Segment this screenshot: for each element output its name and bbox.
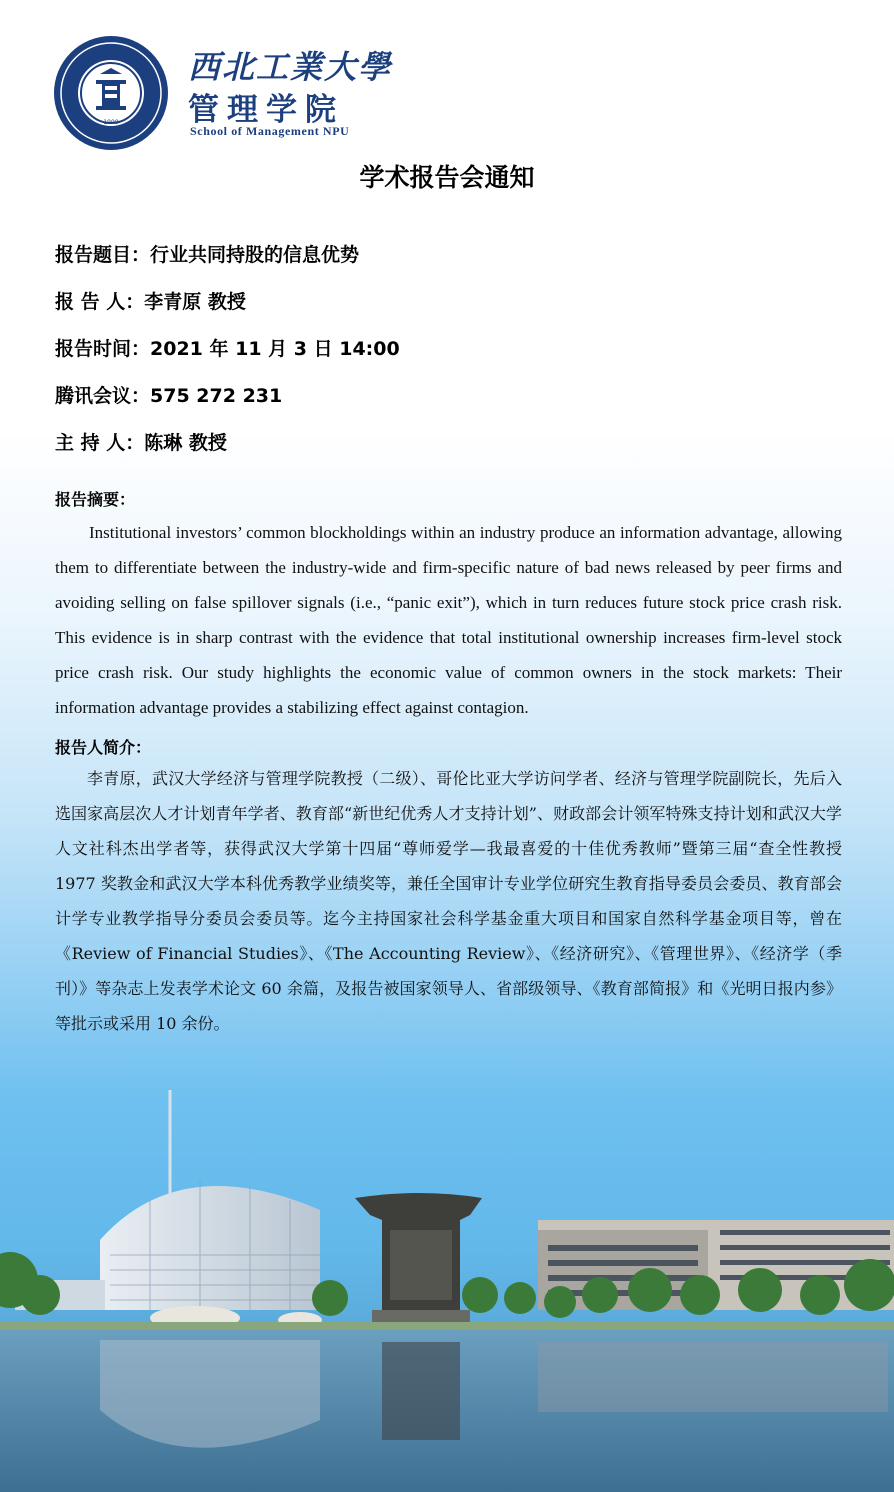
info-value: 行业共同持股的信息优势 — [150, 244, 360, 266]
info-row-topic — [55, 240, 400, 287]
info-value: 李青原 教授 — [144, 291, 246, 313]
info-row-host — [55, 428, 400, 475]
info-label: 腾讯会议： — [55, 385, 151, 407]
abstract-heading: 报告摘要： — [55, 490, 136, 509]
info-value: 陈琳 教授 — [144, 432, 227, 454]
abstract-paragraph: Institutional investors’ common blockholdings within an industry produce an information advantage, allowing them to differentiate between the industry-wide and firm-specific nature of bad news released by peer firms and avoiding selling on false spillover signals (i.e., “panic exit”), which in turn reduces future stock price crash risk. This evidence is in sharp contrast with the evidence that total institutional ownership increases firm-level stock price crash risk. Our study highlights the economic value of common owners in the stock markets: Their information advantage provides a stabilizing effect against contagion. — [55, 523, 842, 717]
info-row-time — [55, 334, 400, 381]
info-value: 2021 年 11 月 3 日 14:00 — [150, 338, 400, 360]
header — [0, 0, 894, 160]
info-label: 报告时间： — [55, 338, 151, 360]
info-label: 报 告 人： — [55, 291, 145, 313]
info-row-meeting — [55, 381, 400, 428]
university-emblem-icon — [52, 34, 170, 152]
bio-heading: 报告人简介： — [55, 738, 152, 757]
campus-photo — [0, 1080, 894, 1492]
info-label: 主 持 人： — [55, 432, 145, 454]
bio-paragraph: 李青原，武汉大学经济与管理学院教授（二级）、哥伦比亚大学访问学者、经济与管理学院副院长，先后入选国家高层次人才计划青年学者、教育部“新世纪优秀人才支持计划”、财政部会计领军特殊支持计划和武汉大学人文社科杰出学者等，获得武汉大学第十四届“尊师爱学—我最喜爱的十佳优秀教师”暨第三届“查全性教授 1977 奖教金和武汉大学本科优秀教学业绩奖等，兼任全国审计专业学位研究生教育指导委员会委员、教育部会计学专业教学指导分委员会委员等。迄今主持国家社会科学基金重大项目和国家自然科学基金项目等，曾在《Review of Financial Studies》、《The Accounting Review》、《经济研究》、《管理世界》、《经济学（季刊）》等杂志上发表学术论文 60 余篇，及报告被国家领导人、省部级领导、《教育部简报》和《光明日报内参》等批示或采用 10 余份。 — [55, 769, 842, 1033]
emblem-year: 1990 — [103, 119, 119, 126]
info-list — [55, 240, 400, 475]
page-title: 学术报告会通知 — [359, 163, 535, 192]
info-row-speaker — [55, 287, 400, 334]
info-label: 报告题目： — [55, 244, 151, 266]
brand-school-name: 管理学院 — [188, 92, 344, 128]
brand-english-name: School of Management NPU — [190, 124, 350, 138]
info-value: 575 272 231 — [150, 385, 283, 407]
brand-chinese-name: 西北工業大學 — [188, 48, 393, 86]
